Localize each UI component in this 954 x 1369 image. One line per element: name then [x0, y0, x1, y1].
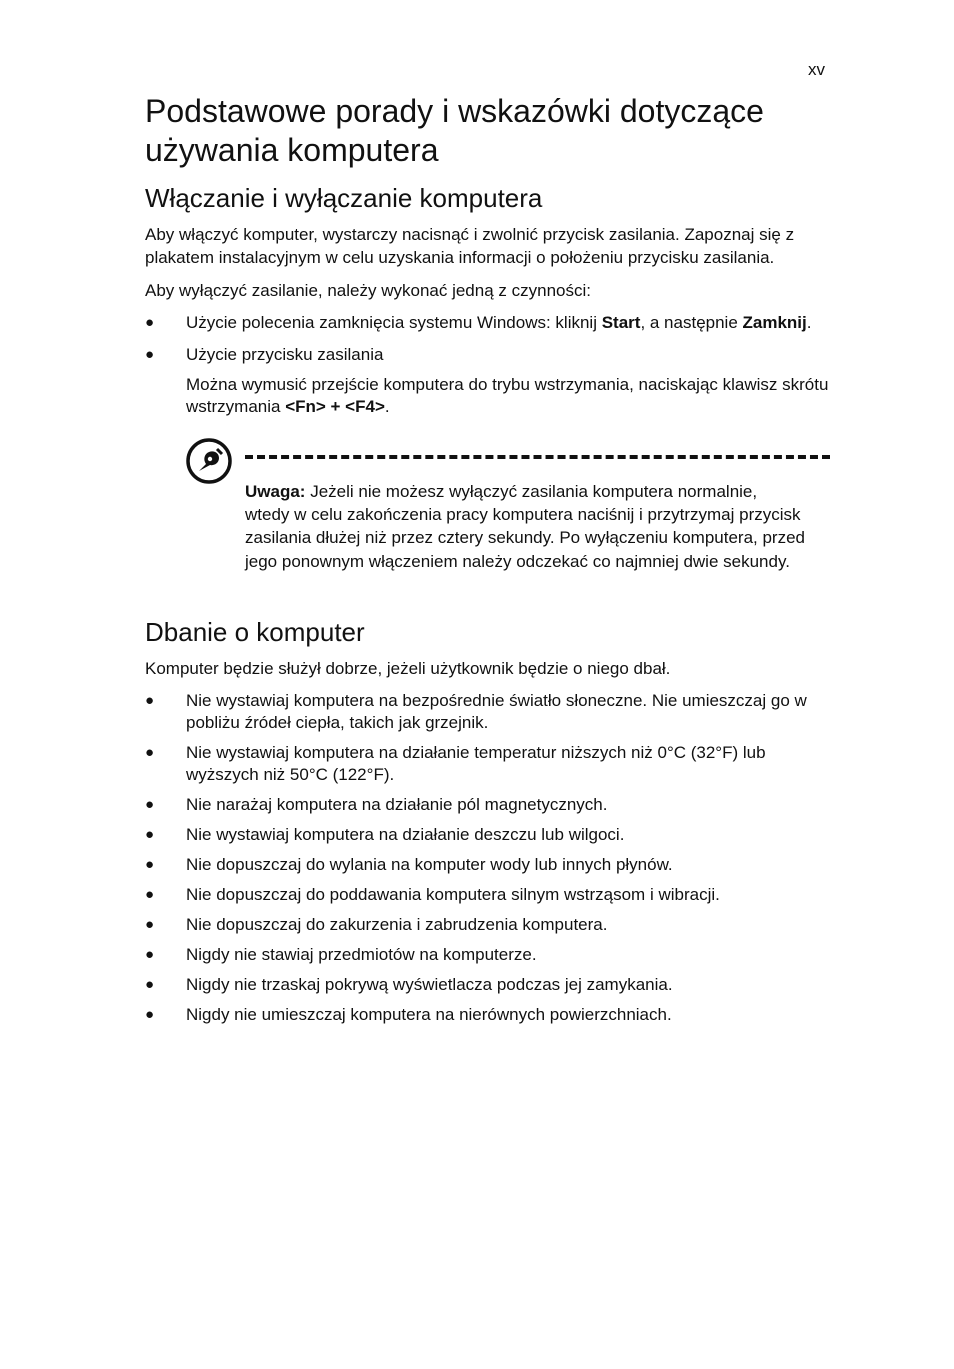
list-item: ● Nigdy nie trzaskaj pokrywą wyświetlacza podczas jej zamykania.: [145, 975, 673, 994]
list-item: ● Użycie przycisku zasilania Można wymusić przejście komputera do trybu wstrzymania, naciskając klawisz skrótu wstrzymania <Fn> + <F4>.: [145, 345, 829, 416]
care-list: [145, 690, 830, 1026]
page-title: Podstawowe porady i wskazówki dotyczące używania komputera: [145, 93, 764, 168]
bullet-icon: ●: [145, 1006, 155, 1023]
page-content: [145, 92, 830, 1034]
list-item: ● Nie dopuszczaj do zakurzenia i zabrudzenia komputera.: [145, 915, 608, 934]
bullet-icon: ●: [145, 886, 155, 903]
note-pen-icon: [186, 438, 232, 484]
note-divider: [245, 455, 830, 459]
list-item: ● Nie dopuszczaj do poddawania komputera silnym wstrząsom i wibracji.: [145, 885, 720, 904]
list-item: ● Nie wystawiaj komputera na działanie deszczu lub wilgoci.: [145, 825, 625, 844]
bullet-icon: ●: [145, 946, 155, 963]
list-item: ● Nigdy nie stawiaj przedmiotów na komputerze.: [145, 945, 537, 964]
bullet-icon: ●: [145, 856, 155, 873]
bullet-icon: ●: [145, 826, 155, 843]
note-text: Uwaga: Jeżeli nie możesz wyłączyć zasilania komputera normalnie, wtedy w celu zakończenia pracy komputera naciśnij i przytrzymaj przycisk zasilania dłużej niż przez cztery sekundy. Po wyłączeniu komputera, przed jego ponownym włączeniem należy odczekać co najmniej dwie sekundy.: [245, 482, 806, 571]
bullet-icon: ●: [145, 346, 155, 363]
bullet-icon: ●: [145, 314, 155, 331]
bullet-icon: ●: [145, 916, 155, 933]
power-off-list: [145, 312, 830, 418]
section-heading-care: Dbanie o komputer: [145, 617, 365, 647]
list-item: ● Nigdy nie umieszczaj komputera na nierównych powierzchniach.: [145, 1005, 672, 1024]
paragraph-power-off: Aby wyłączyć zasilanie, należy wykonać jedną z czynności:: [145, 281, 591, 300]
note-box: [186, 438, 830, 608]
list-item: ● Użycie polecenia zamknięcia systemu Windows: kliknij Start, a następnie Zamknij.: [145, 313, 812, 332]
page-number: xv: [808, 60, 825, 79]
list-item: ● Nie dopuszczaj do wylania na komputer wody lub innych płynów.: [145, 855, 673, 874]
paragraph-care-intro: Komputer będzie służył dobrze, jeżeli użytkownik będzie o niego dbał.: [145, 659, 671, 678]
paragraph-power-on: Aby włączyć komputer, wystarczy nacisnąć i zwolnić przycisk zasilania. Zapoznaj się z plakatem instalacyjnym w celu uzyskania informacji o położeniu przycisku zasilania.: [145, 225, 795, 267]
sub-paragraph-sleep: Można wymusić przejście komputera do trybu wstrzymania, naciskając klawisz skrótu wstrzymania <Fn> + <F4>.: [186, 375, 829, 416]
bullet-icon: ●: [145, 744, 155, 761]
bullet-icon: ●: [145, 692, 155, 709]
bullet-icon: ●: [145, 796, 155, 813]
list-item: ● Nie narażaj komputera na działanie pól magnetycznych.: [145, 795, 608, 814]
bullet-icon: ●: [145, 976, 155, 993]
list-item: ● Nie wystawiaj komputera na bezpośrednie światło słoneczne. Nie umieszczaj go w pobliżu źródeł ciepła, takich jak grzejnik.: [145, 691, 807, 732]
section-heading-power: Włączanie i wyłączanie komputera: [145, 183, 543, 213]
list-item: ● Nie wystawiaj komputera na działanie temperatur niższych niż 0°C (32°F) lub wyższych niż 50°C (122°F).: [145, 743, 766, 784]
